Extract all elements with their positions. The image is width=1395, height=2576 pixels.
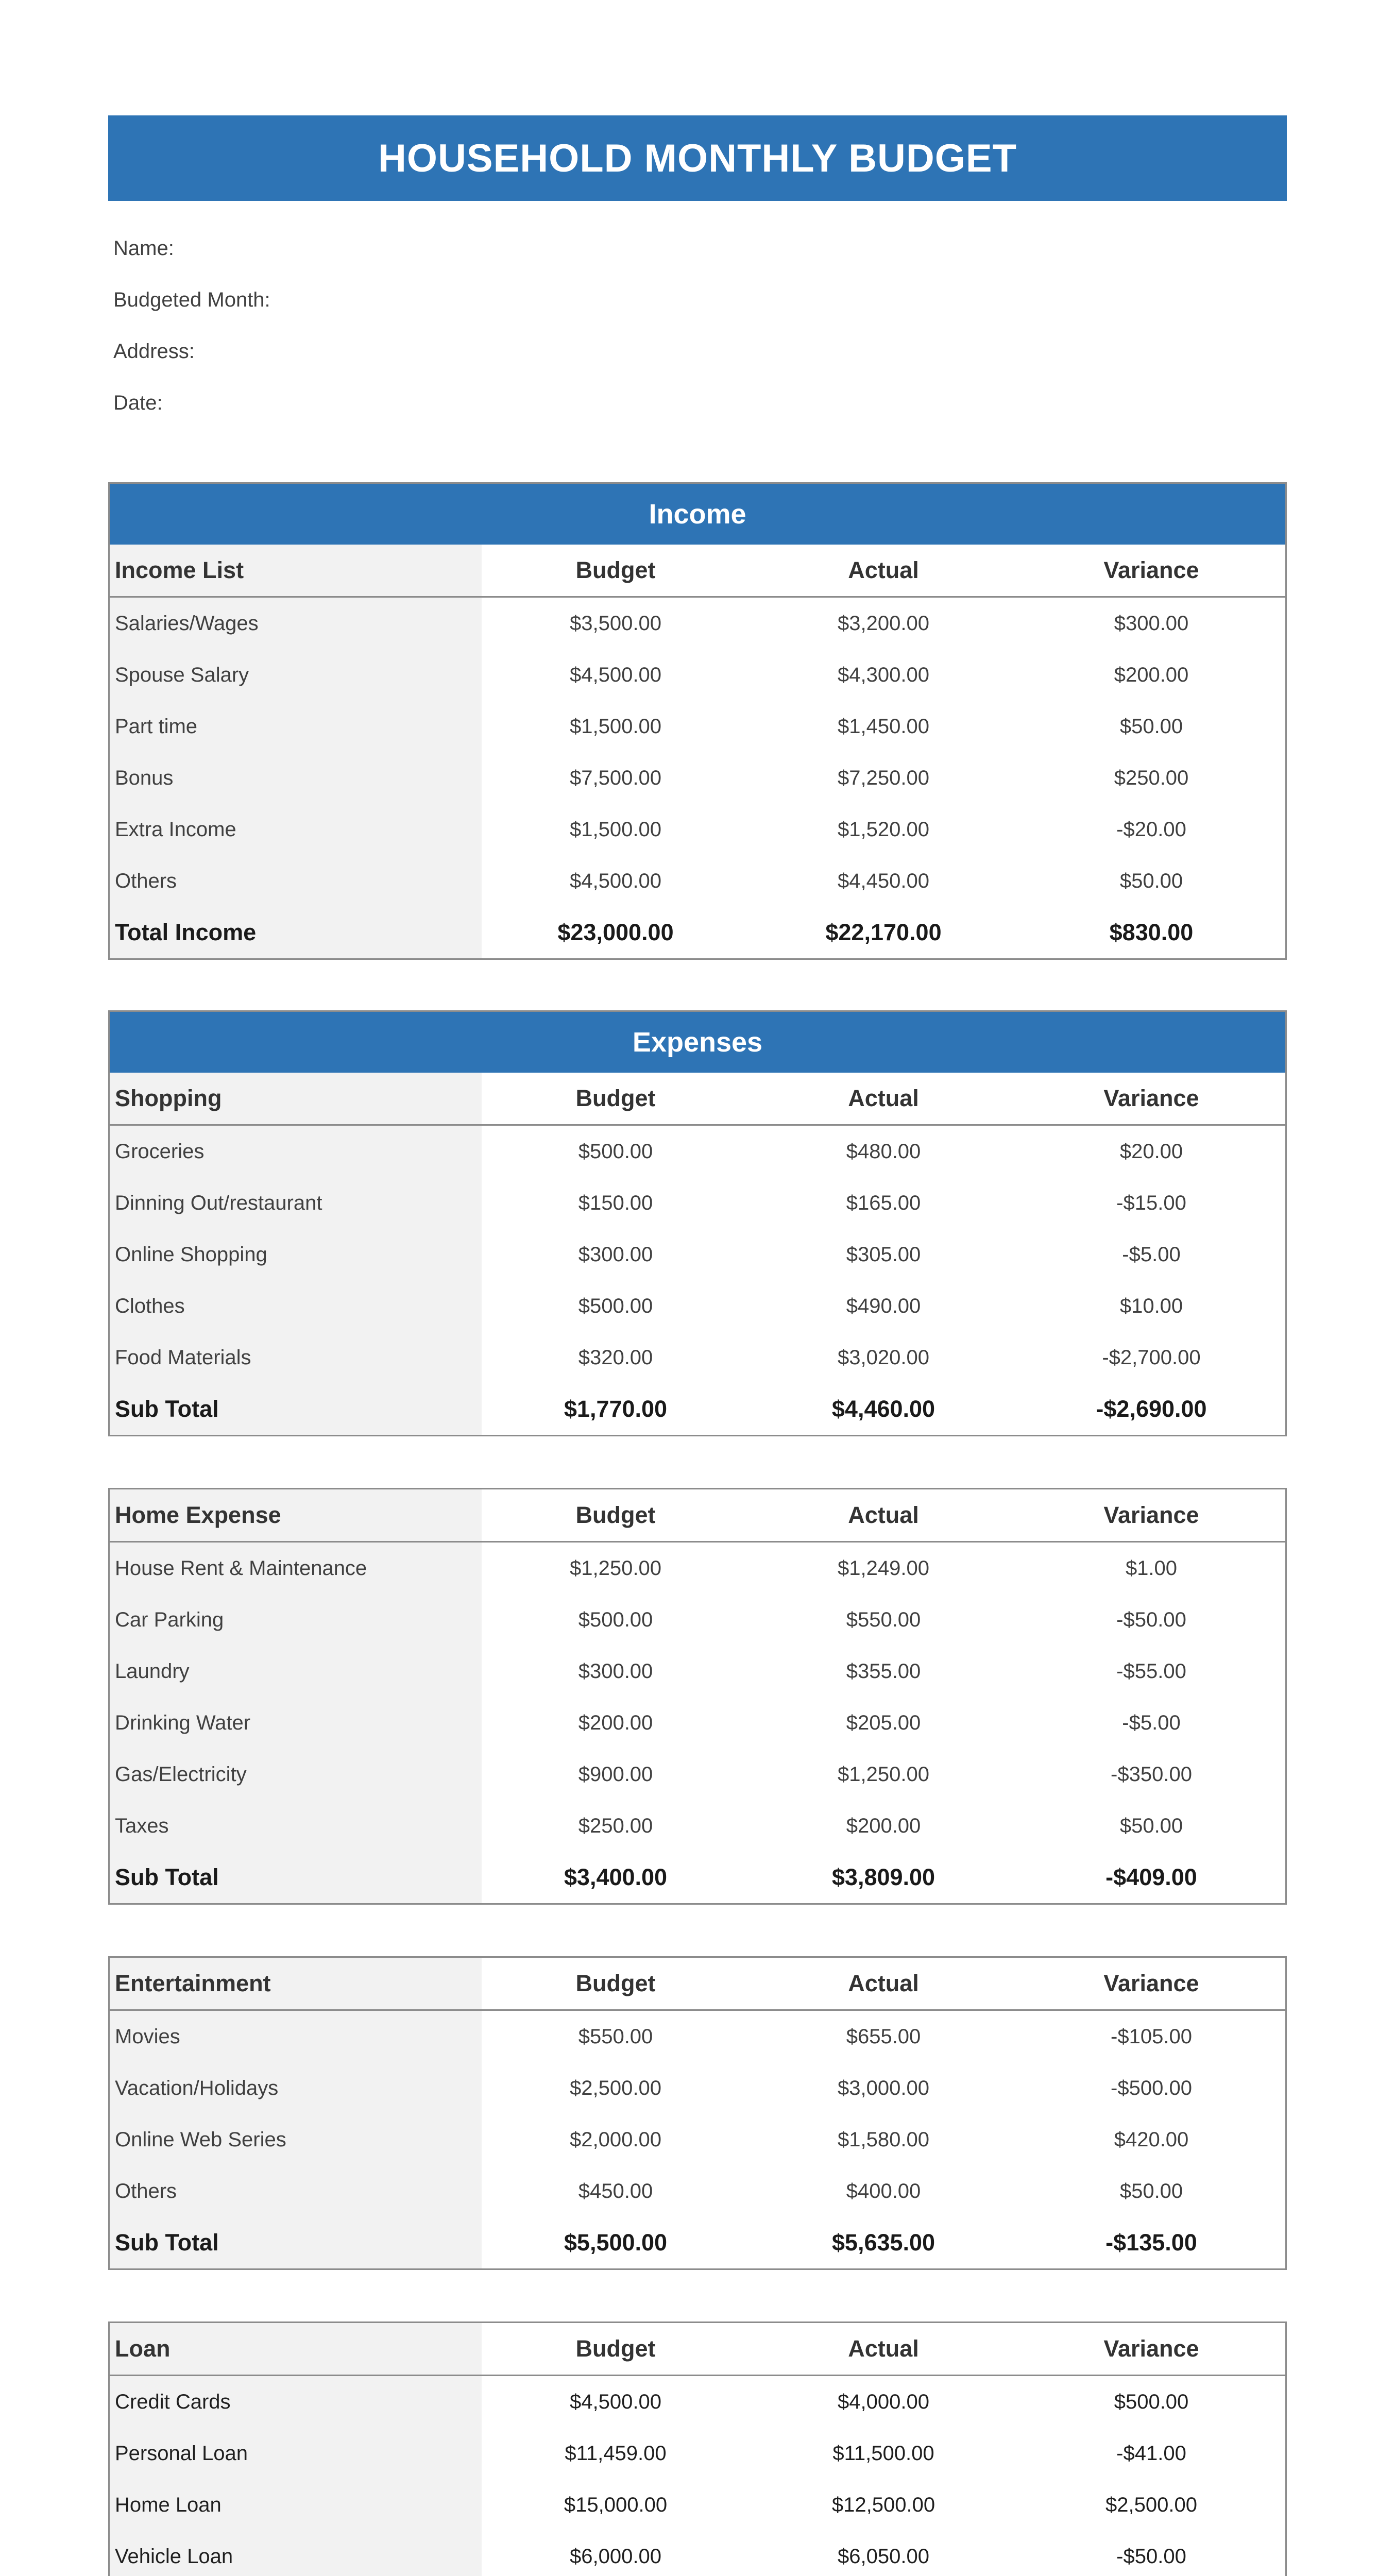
row-label: Vacation/Holidays <box>110 2062 482 2114</box>
row-label: Part time <box>110 701 482 752</box>
table-row <box>110 1332 1285 1383</box>
row-label: Car Parking <box>110 1594 482 1646</box>
total-row <box>110 2217 1285 2268</box>
table-row <box>110 2062 1285 2114</box>
cell-budget: $500.00 <box>578 1608 653 1631</box>
cell-variance: $50.00 <box>1119 715 1183 738</box>
total-label: Sub Total <box>110 1383 482 1435</box>
cell-actual: $480.00 <box>846 1140 921 1163</box>
cell-variance: $500.00 <box>1114 2390 1189 2413</box>
cell-variance: -$55.00 <box>1116 1659 1186 1683</box>
column-header-variance: Variance <box>1103 557 1199 583</box>
total-actual: $3,809.00 <box>831 1864 935 1890</box>
cell-actual: $490.00 <box>846 1294 921 1317</box>
cell-variance: -$5.00 <box>1122 1243 1181 1266</box>
total-label: Sub Total <box>110 2217 482 2268</box>
cell-budget: $15,000.00 <box>564 2493 668 2516</box>
cell-budget: $500.00 <box>578 1294 653 1317</box>
expenses-band: Expenses <box>110 1012 1285 1073</box>
row-label: Drinking Water <box>110 1697 482 1749</box>
table-row <box>110 1697 1285 1749</box>
row-label: Online Web Series <box>110 2114 482 2165</box>
cell-budget: $1,250.00 <box>570 1556 661 1580</box>
cell-variance: $50.00 <box>1119 2179 1183 2202</box>
table-row <box>110 2531 1285 2576</box>
row-label: Others <box>110 2165 482 2217</box>
table-row <box>110 1229 1285 1280</box>
cell-actual: $7,250.00 <box>838 766 929 789</box>
column-header-actual: Actual <box>848 1970 919 1996</box>
cell-budget: $11,459.00 <box>565 2442 667 2465</box>
cell-variance: -$350.00 <box>1111 1762 1192 1786</box>
table-row <box>110 855 1285 907</box>
cell-variance: -$15.00 <box>1116 1191 1186 1214</box>
row-label: Gas/Electricity <box>110 1749 482 1800</box>
budget-tables <box>108 482 1287 2576</box>
cell-budget: $550.00 <box>578 2025 653 2048</box>
table-row <box>110 598 1285 649</box>
cell-budget: $300.00 <box>578 1243 653 1266</box>
total-label: Total Income <box>110 907 482 958</box>
column-header-actual: Actual <box>848 1502 919 1528</box>
info-block <box>108 223 1287 429</box>
section-heading: Loan <box>110 2323 482 2375</box>
cell-budget: $150.00 <box>578 1191 653 1214</box>
row-label: Food Materials <box>110 1332 482 1383</box>
column-header-variance: Variance <box>1103 2335 1199 2362</box>
cell-actual: $400.00 <box>846 2179 921 2202</box>
cell-actual: $305.00 <box>846 1243 921 1266</box>
total-row <box>110 1383 1285 1435</box>
column-header-variance: Variance <box>1103 1502 1199 1528</box>
table-row <box>110 1749 1285 1800</box>
total-budget: $23,000.00 <box>557 919 674 945</box>
section-heading: Home Expense <box>110 1489 482 1541</box>
date-label: Date: <box>113 392 163 414</box>
column-header-actual: Actual <box>848 1085 919 1111</box>
total-actual: $4,460.00 <box>831 1396 935 1422</box>
budgeted-month-label: Budgeted Month: <box>113 289 270 311</box>
cell-variance: $2,500.00 <box>1105 2493 1197 2516</box>
total-budget: $3,400.00 <box>564 1864 668 1890</box>
cell-variance: $50.00 <box>1119 869 1183 892</box>
cell-actual: $3,200.00 <box>838 612 929 635</box>
cell-budget: $1,500.00 <box>570 715 661 738</box>
income-band: Income <box>110 484 1285 545</box>
row-label: Taxes <box>110 1800 482 1852</box>
row-label: Others <box>110 855 482 907</box>
table-row <box>110 1543 1285 1594</box>
column-header-budget: Budget <box>575 1085 656 1111</box>
table-row <box>110 1177 1285 1229</box>
section-heading: Shopping <box>110 1073 482 1124</box>
table-row <box>110 1800 1285 1852</box>
total-variance: -$409.00 <box>1105 1864 1197 1890</box>
address-label: Address: <box>113 340 195 363</box>
table-row <box>110 2428 1285 2479</box>
section-entertainment <box>108 1956 1287 2270</box>
cell-variance: $200.00 <box>1114 663 1189 686</box>
row-label: Online Shopping <box>110 1229 482 1280</box>
table-header <box>110 1073 1285 1126</box>
total-budget: $5,500.00 <box>564 2229 668 2256</box>
cell-variance: -$2,700.00 <box>1102 1346 1201 1369</box>
total-budget: $1,770.00 <box>564 1396 668 1422</box>
cell-actual: $4,450.00 <box>838 869 929 892</box>
cell-actual: $550.00 <box>846 1608 921 1631</box>
table-row <box>110 1594 1285 1646</box>
table-row <box>110 2376 1285 2428</box>
table-header <box>110 2323 1285 2376</box>
column-header-budget: Budget <box>575 1502 656 1528</box>
total-variance: -$135.00 <box>1105 2229 1197 2256</box>
row-label: Personal Loan <box>110 2428 482 2479</box>
cell-variance: $420.00 <box>1114 2128 1189 2151</box>
cell-variance: $1.00 <box>1125 1556 1178 1580</box>
cell-actual: $355.00 <box>846 1659 921 1683</box>
cell-actual: $6,050.00 <box>838 2545 929 2568</box>
table-header <box>110 1958 1285 2011</box>
table-row <box>110 752 1285 804</box>
column-header-actual: Actual <box>848 557 919 583</box>
total-label: Sub Total <box>110 1852 482 1903</box>
total-row <box>110 1852 1285 1903</box>
table-row <box>110 2479 1285 2531</box>
cell-actual: $1,520.00 <box>838 818 929 841</box>
cell-actual: $205.00 <box>846 1711 921 1734</box>
table-header <box>110 545 1285 598</box>
cell-actual: $655.00 <box>846 2025 921 2048</box>
cell-variance: -$500.00 <box>1111 2076 1192 2099</box>
row-label: Home Loan <box>110 2479 482 2531</box>
table-row <box>110 2165 1285 2217</box>
row-label: Spouse Salary <box>110 649 482 701</box>
cell-variance: $20.00 <box>1119 1140 1183 1163</box>
total-variance: -$2,690.00 <box>1096 1396 1207 1422</box>
cell-budget: $4,500.00 <box>570 2390 661 2413</box>
total-actual: $22,170.00 <box>825 919 942 945</box>
section-heading: Income List <box>110 545 482 596</box>
column-header-budget: Budget <box>575 2335 656 2362</box>
cell-actual: $3,000.00 <box>838 2076 929 2099</box>
section-heading: Entertainment <box>110 1958 482 2009</box>
table-header <box>110 1489 1285 1543</box>
cell-budget: $500.00 <box>578 1140 653 1163</box>
table-row <box>110 1646 1285 1697</box>
total-row <box>110 907 1285 958</box>
column-header-actual: Actual <box>848 2335 919 2362</box>
cell-budget: $3,500.00 <box>570 612 661 635</box>
column-header-variance: Variance <box>1103 1970 1199 1996</box>
cell-actual: $4,000.00 <box>838 2390 929 2413</box>
cell-variance: $50.00 <box>1119 1814 1183 1837</box>
cell-budget: $300.00 <box>578 1659 653 1683</box>
row-label: House Rent & Maintenance <box>110 1543 482 1594</box>
cell-budget: $7,500.00 <box>570 766 661 789</box>
cell-budget: $2,500.00 <box>570 2076 661 2099</box>
cell-budget: $900.00 <box>578 1762 653 1786</box>
cell-actual: $165.00 <box>846 1191 921 1214</box>
row-label: Laundry <box>110 1646 482 1697</box>
cell-budget: $320.00 <box>578 1346 653 1369</box>
cell-variance: $300.00 <box>1114 612 1189 635</box>
cell-variance: -$41.00 <box>1116 2442 1186 2465</box>
cell-actual: $1,250.00 <box>838 1762 929 1786</box>
table-row <box>110 701 1285 752</box>
table-row <box>110 2114 1285 2165</box>
name-label: Name: <box>113 237 174 260</box>
row-label: Movies <box>110 2011 482 2062</box>
table-row <box>110 1280 1285 1332</box>
row-label: Vehicle Loan <box>110 2531 482 2576</box>
column-header-budget: Budget <box>575 557 656 583</box>
row-label: Bonus <box>110 752 482 804</box>
cell-budget: $200.00 <box>578 1711 653 1734</box>
cell-actual: $200.00 <box>846 1814 921 1837</box>
cell-variance: -$105.00 <box>1111 2025 1192 2048</box>
cell-actual: $4,300.00 <box>838 663 929 686</box>
page-title: HOUSEHOLD MONTHLY BUDGET <box>108 115 1287 201</box>
cell-budget: $2,000.00 <box>570 2128 661 2151</box>
row-label: Extra Income <box>110 804 482 855</box>
cell-actual: $12,500.00 <box>831 2493 935 2516</box>
cell-variance: -$50.00 <box>1116 1608 1186 1631</box>
cell-actual: $1,450.00 <box>838 715 929 738</box>
cell-budget: $250.00 <box>578 1814 653 1837</box>
cell-budget: $4,500.00 <box>570 663 661 686</box>
section-income-list <box>108 482 1287 960</box>
section-shopping <box>108 1010 1287 1436</box>
cell-variance: $10.00 <box>1119 1294 1183 1317</box>
total-variance: $830.00 <box>1109 919 1194 945</box>
cell-variance: -$50.00 <box>1116 2545 1186 2568</box>
cell-actual: $3,020.00 <box>838 1346 929 1369</box>
cell-actual: $11,500.00 <box>832 2442 934 2465</box>
column-header-budget: Budget <box>575 1970 656 1996</box>
cell-budget: $450.00 <box>578 2179 653 2202</box>
table-row <box>110 804 1285 855</box>
total-actual: $5,635.00 <box>831 2229 935 2256</box>
table-row <box>110 2011 1285 2062</box>
row-label: Credit Cards <box>110 2376 482 2428</box>
row-label: Groceries <box>110 1126 482 1177</box>
cell-variance: -$20.00 <box>1116 818 1186 841</box>
cell-budget: $6,000.00 <box>570 2545 661 2568</box>
section-loan <box>108 2321 1287 2576</box>
row-label: Dinning Out/restaurant <box>110 1177 482 1229</box>
cell-variance: -$5.00 <box>1122 1711 1181 1734</box>
cell-budget: $4,500.00 <box>570 869 661 892</box>
cell-variance: $250.00 <box>1114 766 1189 789</box>
cell-actual: $1,580.00 <box>838 2128 929 2151</box>
row-label: Clothes <box>110 1280 482 1332</box>
row-label: Salaries/Wages <box>110 598 482 649</box>
table-row <box>110 649 1285 701</box>
cell-budget: $1,500.00 <box>570 818 661 841</box>
cell-actual: $1,249.00 <box>838 1556 929 1580</box>
column-header-variance: Variance <box>1103 1085 1199 1111</box>
section-home-expense <box>108 1488 1287 1905</box>
table-row <box>110 1126 1285 1177</box>
budget-sheet <box>108 115 1287 2576</box>
